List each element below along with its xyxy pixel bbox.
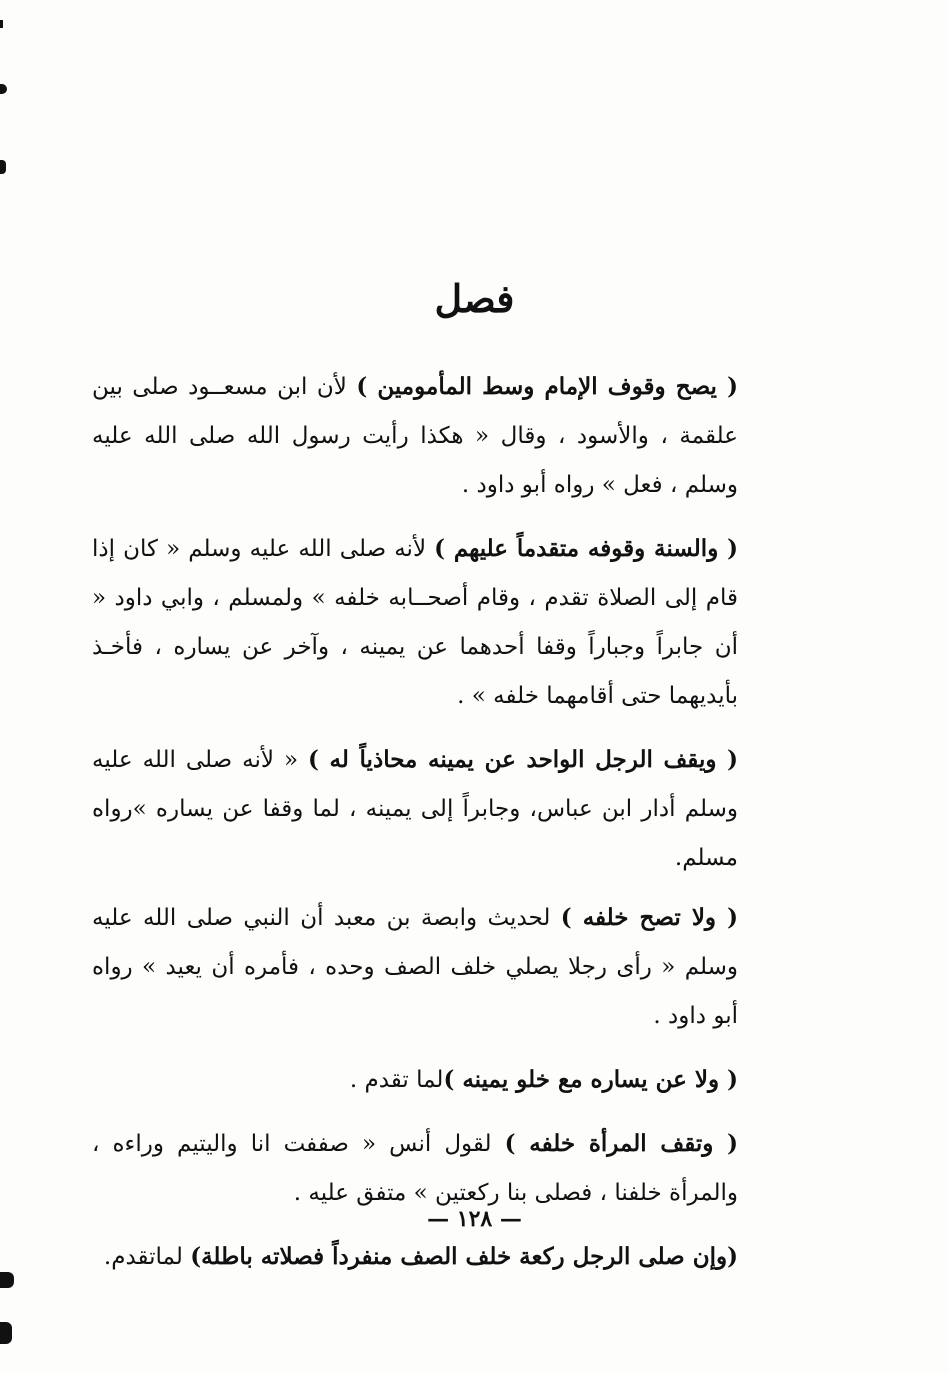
scan-edge-mark (0, 160, 6, 174)
page-number: — ١٢٨ — (427, 1206, 522, 1232)
scan-edge-mark (0, 20, 3, 28)
paragraph-4 (92, 893, 738, 1041)
paragraph-7 (92, 1232, 738, 1282)
section-heading: فصل (434, 276, 515, 321)
paragraph-2-evidence: لأنه صلى الله عليه وسلم « كان إذا قام إلى الصلاة تقدم ، وقام أصحــابه خلفه » ولمسلم ، وابي داود « أن جابراً وجباراً وقفا أحدهما عن يمينه ، وآخر عن يساره ، فأخـذ بأيديهما حتى أقامهما خلفه » . (92, 536, 738, 709)
paragraph-2-ruling: ( والسنة وقوفه متقدماً عليهم ) (434, 535, 738, 562)
paragraph-5 (92, 1055, 738, 1105)
paragraph-2 (92, 524, 738, 721)
paragraph-4-evidence: لحديث وابصة بن معبد أن النبي صلى الله عليه وسلم « رأى رجلا يصلي خلف الصف وحده ، فأمره أن يعيد » رواه أبو داود . (92, 905, 738, 1029)
paragraph-5-ruling: ( ولا عن يساره مع خلو يمينه ) (443, 1066, 738, 1093)
body-text (92, 362, 738, 1292)
paragraph-4-ruling: ( ولا تصح خلفه ) (560, 904, 738, 931)
paragraph-6-ruling: ( وتقف المرأة خلفه ) (504, 1130, 738, 1157)
scan-edge-mark (0, 1322, 12, 1344)
scan-edge-mark (0, 1272, 14, 1288)
paragraph-3-ruling: ( ويقف الرجل الواحد عن يمينه محاذياً له ) (308, 746, 738, 773)
scan-edge-mark (0, 84, 7, 94)
paragraph-7-evidence: لماتقدم. (103, 1244, 191, 1270)
paragraph-7-ruling: (وإن صلى الرجل ركعة خلف الصف منفرداً فصلاته باطلة) (190, 1243, 738, 1270)
paragraph-6-evidence: لقول أنس « صففت انا واليتيم وراءه ، والمرأة خلفنا ، فصلى بنا ركعتين » متفق عليه . (92, 1131, 738, 1206)
paragraph-1-evidence: لأن ابن مسعــود صلى بين علقمة ، والأسود ، وقال « هكذا رأيت رسول الله صلى الله عليه وسلم ، فعل » رواه أبو داود . (92, 374, 738, 498)
paragraph-5-evidence: لما تقدم . (349, 1067, 444, 1093)
paragraph-1 (92, 362, 738, 510)
paragraph-1-ruling: ( يصح وقوف الإمام وسط المأمومين ) (356, 373, 738, 400)
paragraph-6 (92, 1119, 738, 1218)
paragraph-3-evidence: « لأنه صلى الله عليه وسلم أدار ابن عباس، وجابراً إلى يمينه ، لما وقفا عن يساره »رواه مسلم. (92, 747, 738, 871)
paragraph-3 (92, 735, 738, 883)
